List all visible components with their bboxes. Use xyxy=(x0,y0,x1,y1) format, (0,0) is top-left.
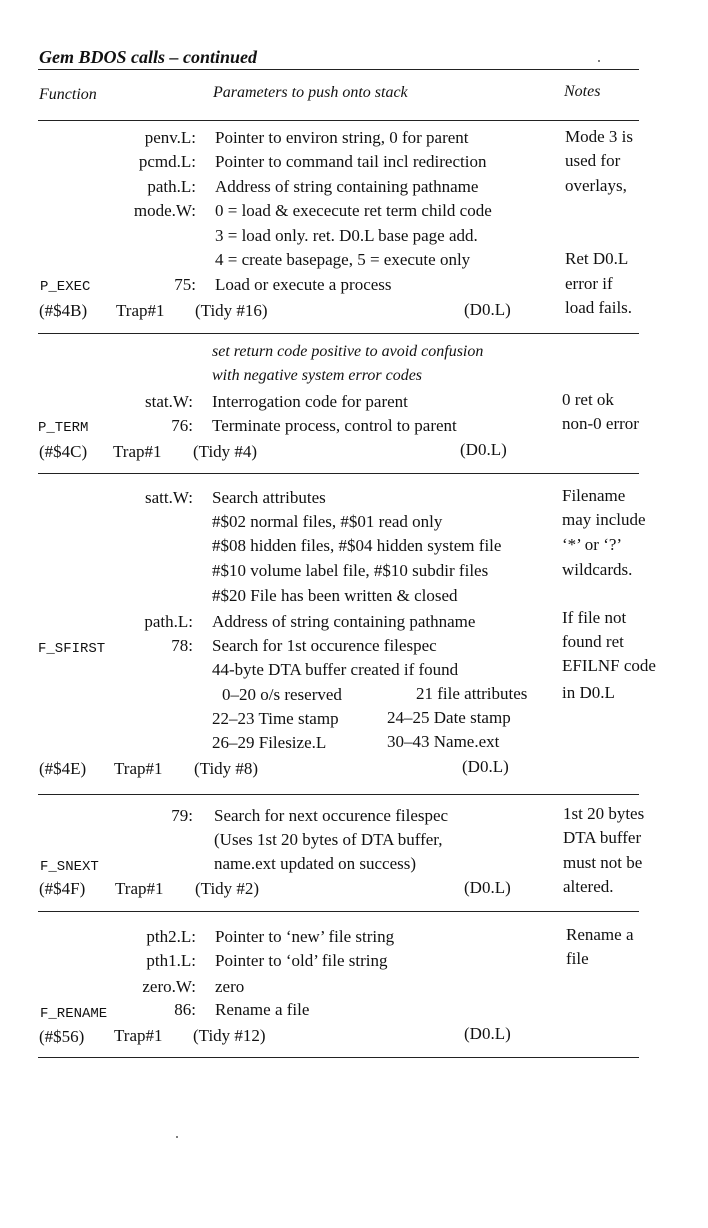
param-desc: Address of string containing pathname xyxy=(212,612,476,631)
param-name: path.L: xyxy=(144,612,193,631)
section-rule xyxy=(38,473,639,474)
dta-left: 0–20 o/s reserved xyxy=(222,685,342,704)
title-rule xyxy=(38,69,639,70)
param-desc: 0 = load & exececute ret term child code xyxy=(215,201,492,220)
header-notes: Notes xyxy=(564,83,601,100)
note-line: 1st 20 bytes xyxy=(563,804,645,823)
param-desc: Pointer to environ string, 0 for parent xyxy=(215,128,469,147)
section-rule xyxy=(38,911,639,912)
trap: Trap#1 xyxy=(113,442,162,461)
tidy: (Tidy #4) xyxy=(193,442,258,461)
note-line: wildcards. xyxy=(562,560,633,579)
param-name: pth1.L: xyxy=(146,951,196,970)
param-desc: zero xyxy=(215,977,245,996)
note-line: Mode 3 is xyxy=(565,127,633,146)
desc-line: name.ext updated on success) xyxy=(214,854,417,873)
dta-right: 21 file attributes xyxy=(416,684,528,703)
param-desc: Pointer to ‘new’ file string xyxy=(215,927,395,946)
dta-right: 30–43 Name.ext xyxy=(387,732,500,751)
note-line: used for xyxy=(565,151,621,170)
note-line: EFILNF code xyxy=(562,656,656,675)
note-line: file xyxy=(566,949,589,968)
dta-left: 26–29 Filesize.L xyxy=(212,733,327,752)
desc-line: (Uses 1st 20 bytes of DTA buffer, xyxy=(214,830,443,849)
param-desc: Interrogation code for parent xyxy=(212,392,408,411)
opcode: 75: xyxy=(174,275,196,294)
section-rule xyxy=(38,794,639,795)
dta-right: 24–25 Date stamp xyxy=(387,708,511,727)
param-name: stat.W: xyxy=(145,392,193,411)
op-desc: Terminate process, control to parent xyxy=(212,416,457,435)
scan-speck xyxy=(598,60,600,62)
section-rule xyxy=(38,1057,639,1058)
function-name: F_SFIRST xyxy=(38,641,106,657)
mode-line: 3 = load only. ret. D0.L base page add. xyxy=(215,226,478,245)
hex-code: (#$56) xyxy=(39,1027,85,1046)
trap: Trap#1 xyxy=(115,879,164,898)
param-desc: Address of string containing pathname xyxy=(215,177,479,196)
attr-line: #$08 hidden files, #$04 hidden system file xyxy=(212,536,502,555)
param-desc: Pointer to command tail incl redirection xyxy=(215,152,487,171)
hex-code: (#$4E) xyxy=(39,759,87,778)
note-line: Ret D0.L xyxy=(565,249,629,268)
note-line: 0 ret ok xyxy=(562,390,614,409)
op-desc: Rename a file xyxy=(215,1000,310,1019)
return-reg: (D0.L) xyxy=(464,878,511,897)
hex-code: (#$4C) xyxy=(39,442,88,461)
note-line: load fails. xyxy=(565,298,633,317)
function-name: F_SNEXT xyxy=(40,859,99,875)
trap: Trap#1 xyxy=(116,301,165,320)
param-name: path.L: xyxy=(147,177,196,196)
note-line: ‘*’ or ‘?’ xyxy=(562,535,623,554)
param-name: penv.L: xyxy=(144,128,196,147)
trap: Trap#1 xyxy=(114,759,163,778)
hex-code: (#$4F) xyxy=(39,879,86,898)
note-line: Filename xyxy=(562,486,626,505)
italic-note: set return code positive to avoid confusion xyxy=(212,343,484,360)
tidy: (Tidy #2) xyxy=(195,879,260,898)
param-name: mode.W: xyxy=(133,201,196,220)
dta-left: 22–23 Time stamp xyxy=(212,709,339,728)
opcode: 79: xyxy=(171,806,193,825)
return-reg: (D0.L) xyxy=(464,1024,511,1043)
param-name: pth2.L: xyxy=(146,927,196,946)
tidy: (Tidy #8) xyxy=(194,759,259,778)
op-desc: Search for 1st occurence filespec xyxy=(212,636,437,655)
tidy: (Tidy #12) xyxy=(193,1026,266,1045)
note-line: may include xyxy=(562,510,646,529)
note-line: non-0 error xyxy=(562,414,639,433)
scan-speck xyxy=(176,1136,178,1138)
section-rule xyxy=(38,333,639,334)
opcode: 78: xyxy=(171,636,193,655)
return-reg: (D0.L) xyxy=(464,300,511,319)
op-desc: Load or execute a process xyxy=(215,275,392,294)
function-name: P_TERM xyxy=(38,420,89,436)
function-name: P_EXEC xyxy=(40,279,91,295)
header-params: Parameters to push onto stack xyxy=(213,84,408,101)
param-name: pcmd.L: xyxy=(138,152,196,171)
note-line: overlays, xyxy=(565,176,627,195)
note-line: found ret xyxy=(562,632,624,651)
italic-note: with negative system error codes xyxy=(212,367,423,384)
trap: Trap#1 xyxy=(114,1026,163,1045)
param-name: zero.W: xyxy=(142,977,196,996)
header-rule xyxy=(38,120,639,121)
attr-line: #$10 volume label file, #$10 subdir files xyxy=(212,561,489,580)
return-reg: (D0.L) xyxy=(460,440,507,459)
param-desc: Search attributes xyxy=(212,488,326,507)
param-name: satt.W: xyxy=(145,488,193,507)
note-line: Rename a xyxy=(566,925,634,944)
desc-line: Search for next occurence filespec xyxy=(214,806,449,825)
attr-line: #$02 normal files, #$01 read only xyxy=(212,512,443,531)
note-line: must not be xyxy=(563,853,643,872)
param-desc: Pointer to ‘old’ file string xyxy=(215,951,388,970)
dta-line: 44-byte DTA buffer created if found xyxy=(212,660,459,679)
mode-line: 4 = create basepage, 5 = execute only xyxy=(215,250,471,269)
opcode: 76: xyxy=(171,416,193,435)
attr-line: #$20 File has been written & closed xyxy=(212,586,458,605)
note-line: If file not xyxy=(562,608,627,627)
hex-code: (#$4B) xyxy=(39,301,88,320)
return-reg: (D0.L) xyxy=(462,757,509,776)
function-name: F_RENAME xyxy=(40,1006,108,1022)
tidy: (Tidy #16) xyxy=(195,301,268,320)
note-line: altered. xyxy=(563,877,614,896)
note-line: DTA buffer xyxy=(563,828,642,847)
opcode: 86: xyxy=(174,1000,196,1019)
page-title: Gem BDOS calls – continued xyxy=(39,47,258,67)
note-line: error if xyxy=(565,274,613,293)
note-line: in D0.L xyxy=(562,683,615,702)
header-function: Function xyxy=(39,86,97,103)
